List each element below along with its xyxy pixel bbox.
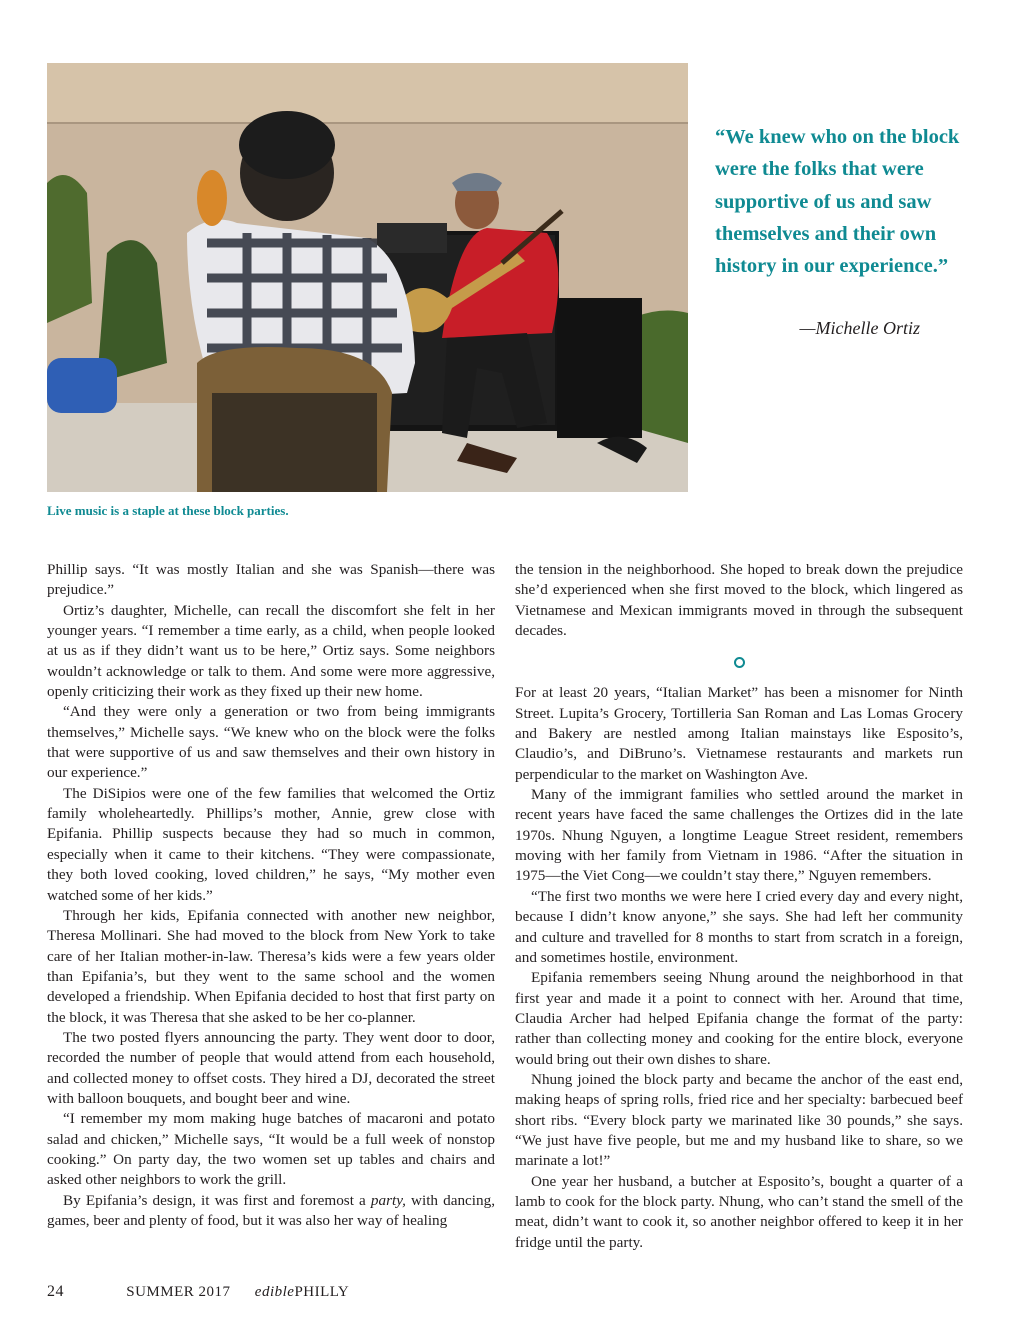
article-paragraph: “I remember my mom making huge batches of macaroni and potato salad and chicken,” Michelle says, “It would be a full week of nonstop cooking.” On party day, the two women set up tables and chairs and asked other neighbors to work the grill. [47, 1110, 495, 1189]
article-paragraph: “The first two months we were here I cried every day and every night, because I didn’t know anyone,” she says. She had left her community and culture and travelled for 8 months to start from scratch in a foreign, and sometimes hostile, environment. [515, 887, 963, 966]
article-paragraph: “And they were only a generation or two from being immigrants themselves,” Michelle says. “We knew who on the block were the folks that were supportive of us and saw themselves and their own history in our experience.” [47, 703, 495, 782]
article-paragraph: Epifania remembers seeing Nhung around the neighborhood in that first year and made it a point to connect with her. Around that time, Claudia Archer had helped Epifania change the format of the party: rather than collecting money and cooking for the entire block, everyone would bring out their own dishes to share. [515, 969, 963, 1068]
article-paragraph: Phillip says. “It was mostly Italian and she was Spanish—there was prejudice.” [47, 561, 495, 599]
photo-caption: Live music is a staple at these block parties. [47, 503, 289, 518]
pull-quote-attribution: —Michelle Ortiz [799, 318, 920, 338]
issue-label: SUMMER 2017 [126, 1284, 231, 1300]
block-party-photo [47, 63, 688, 492]
magazine-name-rest: PHILLY [294, 1284, 350, 1300]
paragraph-text: with dancing, games, beer and plenty of food, but it was also her way of healing [47, 1191, 495, 1229]
article-paragraph: One year her husband, a butcher at Esposito’s, bought a quarter of a lamb to cook for the block party. Nhung, who can’t stand the smell of the meat, didn’t want to cook it, so another neighbor offered to keep it in her fridge until the party. [515, 1172, 963, 1251]
emphasis-text: party, [370, 1191, 406, 1209]
article-paragraph: the tension in the neighborhood. She hoped to break down the prejudice she’d experienced when she first moved to the block, which lingered as Vietnamese and Mexican immigrants moved in through the subsequent decades. [515, 561, 963, 640]
circle-ornament-icon [734, 657, 745, 668]
magazine-name-italic: edible [254, 1284, 295, 1300]
article-column-right [515, 560, 963, 1253]
pull-quote: “We knew who on the block were the folks that were supportive of us and saw themselves and their own history in our experience.” [715, 126, 960, 278]
article-paragraph: Ortiz’s daughter, Michelle, can recall the discomfort she felt in her younger years. “I remember a time early, as a child, when people looked at us as if they didn’t want us to be here,” Ortiz says. Some neighbors wouldn’t acknowledge or talk to them. And some were more aggressive, openly criticizing their work as they fixed up their new home. [47, 601, 495, 701]
section-break-ornament [515, 641, 963, 683]
article-paragraph: For at least 20 years, “Italian Market” has been a misnomer for Ninth Street. Lupita’s Grocery, Tortilleria San Roman and Las Lomas Grocery and Bakery are nestled among Italian mainstays like Esposito’s, Claudio’s, and DiBruno’s. Vietnamese restaurants and markets run perpendicular to the market on Washington Ave. [515, 684, 963, 783]
article-paragraph: The DiSipios were one of the few families that welcomed the Ortiz family wholeheartedly. Phillips’s mother, Annie, grew close with Epifania. Phillip suspects because they had so much in common, especially when it came to their kitchens. “They were compassionate, they both loved cooking, loved children,” he says, “My mother even watched some of her kids.” [47, 784, 495, 904]
article-paragraph [47, 1191, 495, 1232]
article-paragraph: The two posted flyers announcing the party. They went door to door, recorded the number of people that would attend from each household, and collected money to offset costs. They hired a DJ, decorated the street with balloon bouquets, and bought beer and wine. [47, 1028, 495, 1107]
page-number: 24 [47, 1283, 64, 1300]
page-footer [47, 1283, 349, 1301]
article-paragraph: Nhung joined the block party and became the anchor of the east end, making heaps of spring rolls, fried rice and her specialty: barbecued beef short ribs. “Every block party we marinated like 30 pounds,” she says. “We just have five people, but me and my husband like to share, so we marinate a lot!” [515, 1070, 963, 1170]
photo-illustration [47, 63, 688, 492]
article-paragraph: Many of the immigrant families who settled around the market in recent years have faced the same challenges the Ortizes did in the late 1970s. Nhung Nguyen, a longtime League Street resident, remembers moving with her family from Vietnam in 1986. “After the situation in 1975—the Viet Cong—we couldn’t stay there,” Nguyen remembers. [515, 786, 963, 885]
magazine-name [255, 1284, 349, 1301]
article-paragraph: Through her kids, Epifania connected with another new neighbor, Theresa Mollinari. She had moved to the block from New York to take care of her Italian mother-in-law. Theresa’s kids were a few years older than Epifania’s, but they went to the same school and the women developed a friendship. When Epifania decided to host that first party on the block, it was Theresa that she asked to be her co-planner. [47, 906, 495, 1026]
article-column-left [47, 560, 495, 1231]
paragraph-text: By Epifania’s design, it was first and foremost a [63, 1191, 371, 1209]
